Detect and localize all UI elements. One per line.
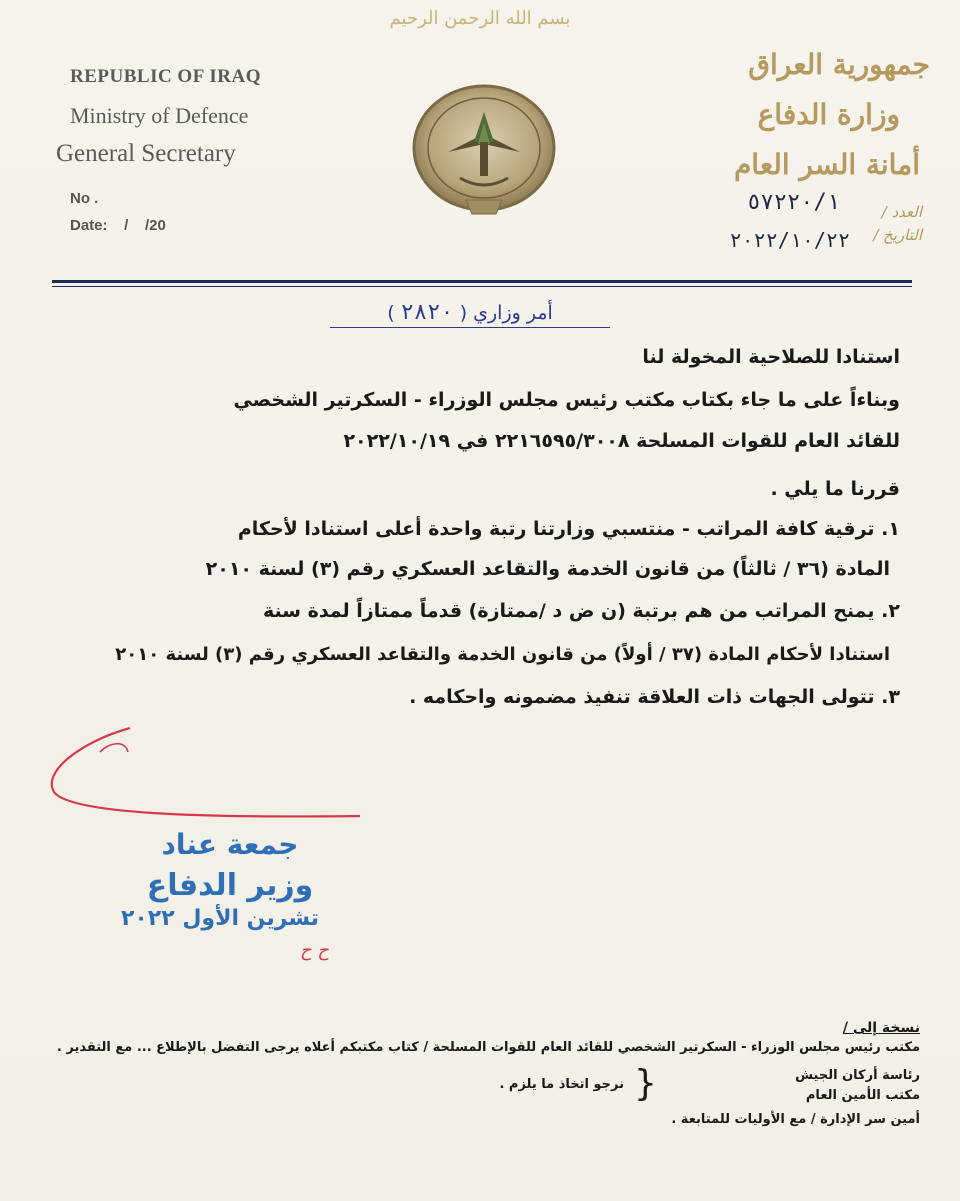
- body-paragraph-3: للقائد العام للقوات المسلحة ٢٢١٦٥٩٥/٣٠٠٨ في ٢٠٢٢/١٠/١٩: [343, 430, 900, 452]
- copies-line-1: مكتب رئيس مجلس الوزراء - السكرتير الشخصي للقائد العام للقوات المسلحة / كتاب مكتبكم أعلاه يرجى التفضل بالإطلاع ... مع التقدير .: [56, 1040, 920, 1055]
- body-item-3: ٣. تتولى الجهات ذات العلاقة تنفيذ مضمونه واحكامه .: [409, 686, 900, 708]
- header-en-secretary: General Secretary: [56, 140, 236, 167]
- copies-brace: }: [634, 1063, 657, 1104]
- header-ar-secretary: أمانة السر العام: [733, 148, 920, 181]
- body-item-1-line-1: ١. ترقية كافة المراتب - منتسبي وزارتنا رتبة واحدة أعلى استنادا لأحكام: [237, 518, 900, 540]
- header-en-republic: REPUBLIC OF IRAQ: [70, 66, 261, 87]
- copies-brace-note: نرجو اتخاذ ما يلزم .: [499, 1077, 624, 1092]
- signatory-name: جمعة عناد: [161, 828, 299, 861]
- handwritten-initials: ح ح: [300, 940, 329, 961]
- body-paragraph-2: وبناءاً على ما جاء بكتاب مكتب رئيس مجلس الوزراء - السكرتير الشخصي: [233, 389, 900, 411]
- copies-line-3: مكتب الأمين العام: [805, 1088, 920, 1103]
- header-ar-republic: جمهورية العراق: [748, 48, 930, 81]
- header-ar-number-label: العدد /: [881, 203, 922, 221]
- order-number: ٢٨٢٠: [400, 300, 454, 325]
- header-en-number-label: No .: [70, 190, 99, 207]
- basmala-header: بسم الله الرحمن الرحيم: [389, 8, 571, 29]
- body-item-2-line-2: استنادا لأحكام المادة (٣٧ / أولاً) من قانون الخدمة والتقاعد العسكري رقم (٣) لسنة ٢٠١٠: [115, 644, 890, 665]
- ministerial-order-title: [320, 300, 620, 328]
- copies-line-2: رئاسة أركان الجيش: [795, 1068, 920, 1083]
- handwritten-date: ٢٠٢٢/١٠/٢٢: [729, 228, 850, 252]
- copies-line-4: أمين سر الإدارة / مع الأوليات للمتابعة .: [671, 1112, 920, 1127]
- order-title-underline: [330, 327, 610, 328]
- handwritten-number: ٥٧٢٢٠/١: [747, 190, 840, 215]
- order-title-close: ): [387, 302, 395, 324]
- header-divider-thick: [52, 280, 912, 283]
- header-ar-date-label: التاريخ /: [873, 226, 922, 244]
- header-ar-ministry: وزارة الدفاع: [757, 98, 900, 131]
- body-item-1-line-2: المادة (٣٦ / ثالثاً) من قانون الخدمة والتقاعد العسكري رقم (٣) لسنة ٢٠١٠: [205, 558, 890, 580]
- header-en-ministry: Ministry of Defence: [70, 103, 249, 128]
- ministry-emblem-seal: [408, 82, 560, 222]
- signatory-title: وزير الدفاع: [146, 868, 314, 903]
- body-paragraph-1: استنادا للصلاحية المخولة لنا: [642, 346, 900, 368]
- handwritten-signature: [40, 722, 370, 832]
- order-title-label: أمر وزاري (: [459, 302, 553, 324]
- header-divider-thin: [52, 286, 912, 287]
- copies-heading: نسخة إلى /: [842, 1020, 920, 1036]
- signature-date: تشرين الأول ٢٠٢٢: [120, 906, 320, 931]
- body-item-2-line-1: ٢. يمنح المراتب من هم برتبة (ن ض د /ممتازة) قدماً ممتازاً لمدة سنة: [263, 600, 900, 622]
- body-paragraph-4: قررنا ما يلي .: [770, 478, 900, 500]
- header-en-date-label: Date: / /20: [70, 217, 166, 234]
